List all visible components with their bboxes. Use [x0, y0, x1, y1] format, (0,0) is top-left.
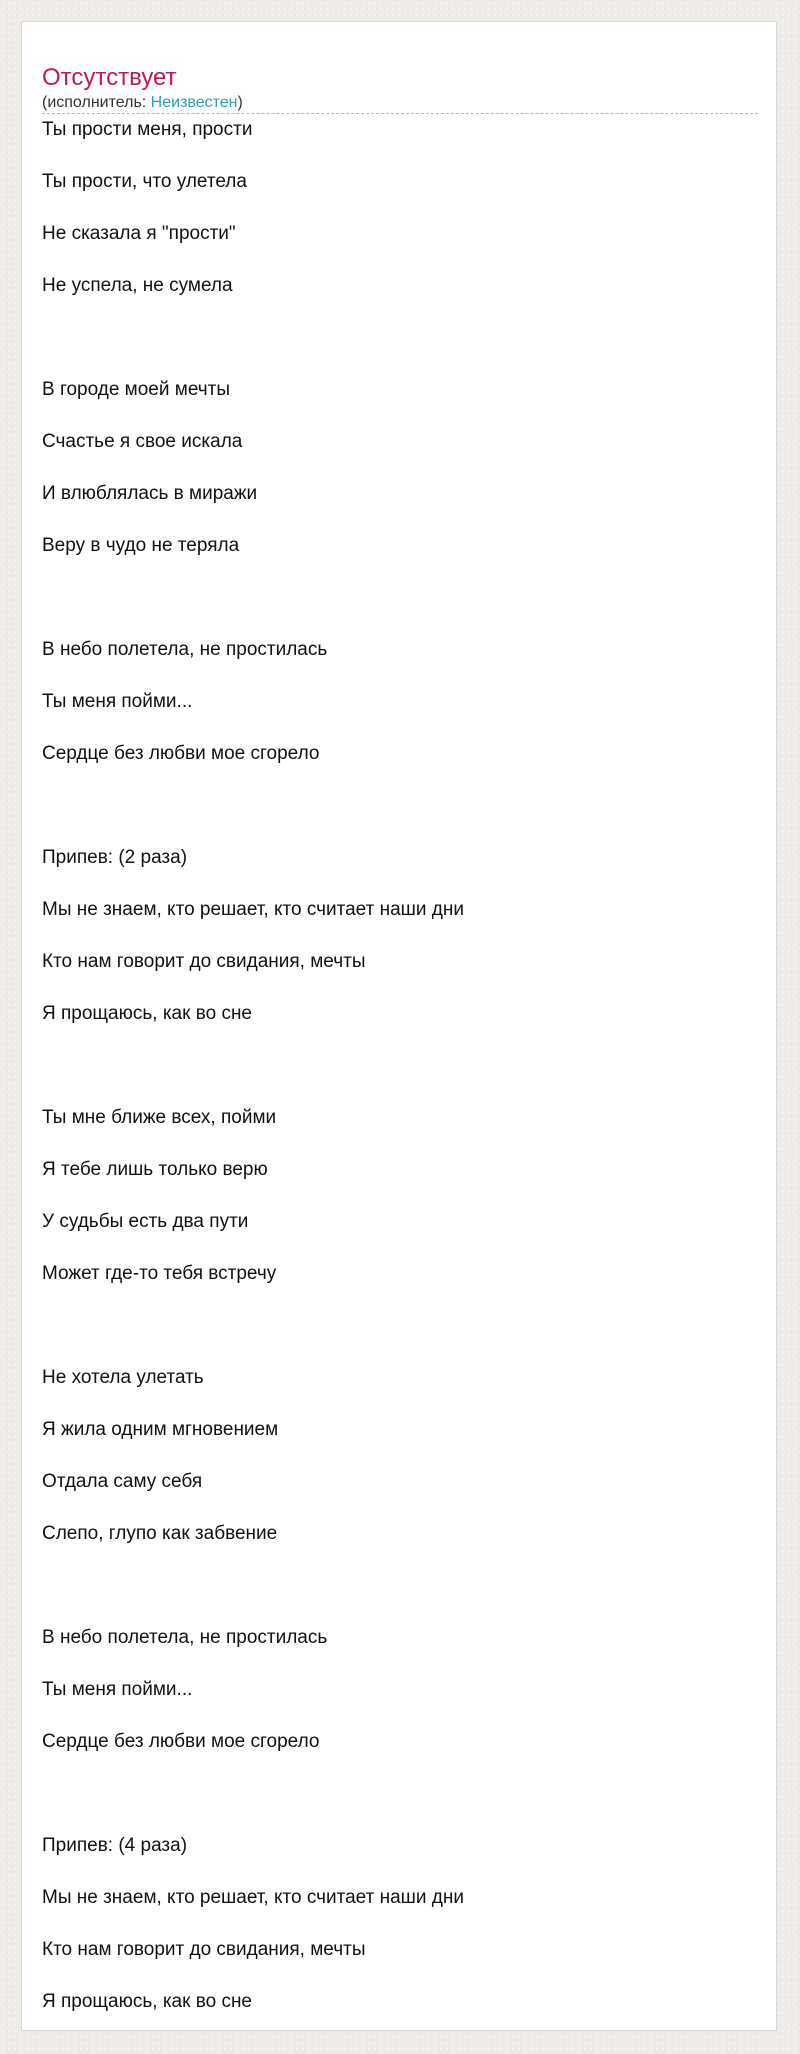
lyric-line: Кто нам говорит до свидания, мечты — [42, 1939, 366, 1960]
lyric-line: Сердце без любви мое сгорело — [42, 1731, 320, 1752]
lyrics-card — [21, 21, 777, 2031]
artist-prefix: (исполнитель: — [42, 94, 151, 111]
lyric-line: Мы не знаем, кто решает, кто считает наши дни — [42, 899, 464, 920]
lyric-line: Я жила одним мгновением — [42, 1419, 279, 1440]
stanza-gap — [42, 1766, 742, 1818]
lyric-line: В небо полетела, не простилась — [42, 1627, 328, 1648]
lyric-line: Не сказала я "прости" — [42, 223, 236, 244]
artist-link[interactable]: Неизвестен — [150, 94, 238, 111]
lyric-line: Я прощаюсь, как во сне — [42, 1991, 253, 2012]
lyric-line: Я прощаюсь, как во сне — [42, 1003, 253, 1024]
lyric-line: Я тебе лишь только верю — [42, 1159, 268, 1180]
artist-suffix: ) — [237, 94, 243, 111]
lyric-line: Слепо, глупо как забвение — [42, 1523, 278, 1544]
stanza-gap — [42, 1558, 742, 1610]
lyric-line: Веру в чудо не теряла — [42, 535, 240, 556]
lyric-line: Припев: (2 раза) — [42, 847, 188, 868]
stanza-gap — [42, 570, 742, 622]
lyric-line: И влюблялась в миражи — [42, 483, 258, 504]
song-title: Отсутствует — [42, 64, 177, 91]
lyric-line: Ты меня пойми... — [42, 1679, 193, 1700]
stanza-gap — [42, 1298, 742, 1350]
lyric-line: Припев: (4 раза) — [42, 1835, 188, 1856]
stanza-gap — [42, 778, 742, 830]
lyrics-text — [42, 102, 742, 2026]
lyric-line: Ты прости, что улетела — [42, 171, 247, 192]
lyric-line: Ты прости меня, прости — [42, 119, 253, 140]
lyric-line: Мы не знаем, кто решает, кто считает наши дни — [42, 1887, 464, 1908]
lyric-line: Отдала саму себя — [42, 1471, 203, 1492]
lyric-line: Не хотела улетать — [42, 1367, 204, 1388]
lyric-line: Кто нам говорит до свидания, мечты — [42, 951, 366, 972]
lyric-line: Не успела, не сумела — [42, 275, 233, 296]
lyric-line: Может где-то тебя встречу — [42, 1263, 277, 1284]
lyric-line: В городе моей мечты — [42, 379, 231, 400]
lyric-line: Ты меня пойми... — [42, 691, 193, 712]
lyric-line: Сердце без любви мое сгорело — [42, 743, 320, 764]
lyric-line: Ты мне ближе всех, пойми — [42, 1107, 277, 1128]
lyric-line: В небо полетела, не простилась — [42, 639, 328, 660]
stanza-gap — [42, 1038, 742, 1090]
stanza-gap — [42, 310, 742, 362]
lyric-line: Счастье я свое искала — [42, 431, 243, 452]
lyric-line: У судьбы есть два пути — [42, 1211, 249, 1232]
